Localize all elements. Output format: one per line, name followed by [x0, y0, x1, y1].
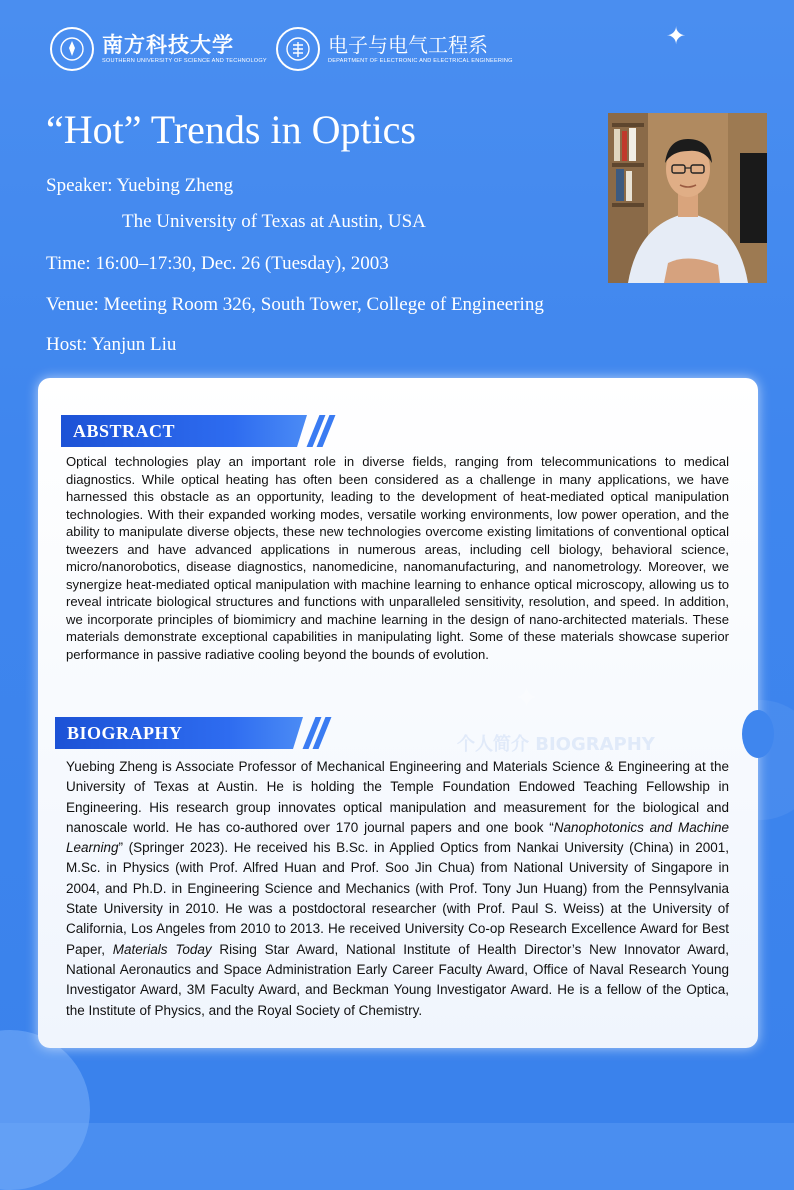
sustech-name-en: SOUTHERN UNIVERSITY OF SCIENCE AND TECHNOLOGY	[102, 57, 267, 64]
card-notch	[742, 710, 774, 758]
sustech-seal-icon	[50, 27, 94, 71]
sparkle-icon: ✦	[514, 681, 540, 716]
sustech-logo	[50, 26, 267, 72]
biography-text-part: Rising Star Award, National Institute of Health Director’s New Innovator Award, National Aeronautics and Space Administration Early Career Faculty Award, Office of Naval Research Young Investigator Award, 3M Faculty Award, and Beckman Young Investigator Award. He is a fellow of the Optica, the Institute of Physics, and the Royal Society of Chemistry.	[66, 941, 729, 1018]
eee-department-logo	[276, 26, 513, 72]
biography-text-part: ” (Springer 2023). He received his B.Sc. in Applied Optics from Nankai University (China) in 2001, M.Sc. in Physics (with Prof. Alfred Huan and Prof. Soo Jin Chua) from National University of Singapore in 2004, and Ph.D. in Engineering Science and Mechanics (with Prof. Tony Jun Huang) from the Pennsylvania State University in 2010. He was a postdoctoral researcher (with Prof. Paul S. Weiss) at the University of California, Los Angeles from 2010 to 2013. He received University Co-op Research Excellence Award for Best Paper,	[66, 840, 729, 957]
speaker-photo	[608, 113, 767, 283]
watermark-biography: 个人简介 BIOGRAPHY	[457, 734, 655, 755]
background-circle	[0, 1030, 90, 1190]
host-line: Host: Yanjun Liu	[46, 334, 177, 355]
eee-name-en: DEPARTMENT OF ELECTRONIC AND ELECTRICAL ENGINEERING	[328, 57, 513, 64]
speaker-affiliation: The University of Texas at Austin, USA	[122, 211, 426, 232]
talk-title: “Hot” Trends in Optics	[46, 107, 416, 152]
sustech-name-cn: 南方科技大学	[102, 32, 234, 57]
abstract-heading-label: ABSTRACT	[73, 421, 176, 441]
time-line: Time: 16:00–17:30, Dec. 26 (Tuesday), 2003	[46, 253, 389, 274]
sparkle-icon: ✦	[666, 22, 687, 50]
journal-name: Materials Today	[112, 941, 212, 957]
eee-name-cn: 电子与电气工程系	[328, 32, 488, 57]
eee-seal-icon	[276, 27, 320, 71]
biography-heading-label: BIOGRAPHY	[67, 723, 183, 743]
speaker-line: Speaker: Yuebing Zheng	[46, 175, 234, 196]
book-title: Nanophotonics and Machine Learning	[66, 819, 729, 856]
venue-line: Venue: Meeting Room 326, South Tower, College of Engineering	[46, 294, 544, 315]
abstract-text: Optical technologies play an important role in diverse fields, ranging from telecommunications to medical diagnostics. While optical heating has often been considered as a challenge in many applications, we have harnessed this obstacle as an opportunity, leading to the development of heat-mediated optical manipulation technologies. With their expanded working modes, versatile working environments, low power operation, and the ability to manipulate diverse objects, these new technologies overcome existing limitations of conventional optical tweezers and have advanced applications in numerous areas, including cell biology, behavioral science, micro/nanorobotics, disease diagnostics, nanomedicine, nanomanufacturing, and nanometrology. Moreover, we synergize heat-mediated optical manipulation with machine learning to enhance optical microscopy, allowing us to reveal intricate biological structures and functions with unparalleled sensitivity, resolution, and speed. In addition, we incorporate principles of biomimicry and machine learning in the design of nano-architected materials. These materials demonstrate exceptional capabilities in manipulating light. Some of these materials showcase superior performance in passive radiative cooling beyond the bounds of evolution.	[66, 454, 729, 662]
biography-text	[66, 757, 729, 1021]
biography-text-part: Yuebing Zheng is Associate Professor of Mechanical Engineering and Materials Science & Engineering at the University of Texas at Austin. He is holding the Temple Foundation Endowed Teaching Fellowship in Engineering. His research group innovates optical manipulation and measurement for the biological and nanoscale world. He has co-authored over 170 journal papers and one book “	[66, 759, 729, 835]
